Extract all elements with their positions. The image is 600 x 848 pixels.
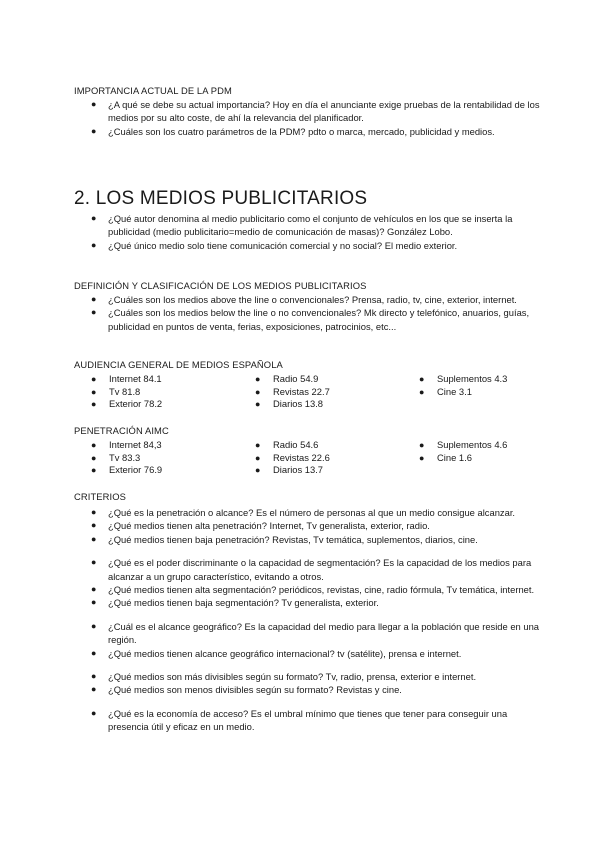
list-item: ● ¿Qué medios tienen baja segmentación? Tv generalista, exterior. — [91, 597, 379, 609]
list-item: ● ¿Cuál es el alcance geográfico? Es la capacidad del medio para llegar a la población que reside en una región. — [91, 620, 540, 646]
bullet-icon: ● — [91, 584, 97, 595]
bullet-icon: ● — [91, 307, 97, 318]
section-heading-audiencia: AUDIENCIA GENERAL DE MEDIOS ESPAÑOLA — [74, 359, 283, 370]
bullet-icon: ● — [255, 465, 261, 476]
bullet-icon: ● — [255, 452, 261, 463]
bullet-icon: ● — [419, 452, 425, 463]
list-item: ● ¿Qué autor denomina al medio publicitario como el conjunto de vehículos en los que se inserta la publicidad (medio publicitario=medio de comunicación de masas)? González Lobo. — [91, 213, 513, 238]
list-item: ● Suplementos 4.6 — [419, 439, 508, 450]
list-item: ● Exterior 78.2 — [91, 398, 163, 410]
section-heading-importancia: IMPORTANCIA ACTUAL DE LA PDM — [74, 85, 232, 96]
bullet-icon: ● — [91, 213, 97, 223]
list-item: ● ¿Qué medios tienen alta penetración? Internet, Tv generalista, exterior, radio. — [91, 520, 430, 532]
list-item: ● ¿A qué se debe su actual importancia? Hoy en día el anunciante exige pruebas de la rentabilidad de los medios por su alto coste, de ahí la relevancia del planificador. — [91, 99, 540, 124]
audiencia-col-1 — [91, 373, 162, 411]
bullet-icon: ● — [255, 440, 261, 450]
list-item: ● ¿Qué medios son menos divisibles según su formato? Revistas y cine. — [91, 684, 402, 696]
penetracion-col-3 — [419, 439, 507, 464]
bullet-icon: ● — [91, 557, 97, 568]
list-medios — [0, 212, 600, 252]
list-item: ● Cine 1.6 — [419, 451, 472, 463]
audiencia-col-3 — [419, 373, 507, 398]
bullet-icon: ● — [91, 399, 97, 410]
bullet-icon: ● — [91, 520, 97, 531]
list-criterios — [0, 506, 600, 734]
bullet-icon: ● — [91, 440, 97, 450]
list-item: ● Exterior 76.9 — [91, 464, 163, 476]
list-item: ● ¿Qué es la economía de acceso? Es el umbral mínimo que tienes que tener para conseguir una presencia útil y eficaz en un medio. — [91, 707, 508, 733]
bullet-icon: ● — [91, 386, 97, 397]
list-item: ● Tv 81.8 — [91, 385, 141, 397]
list-item: ● Suplementos 4.3 — [419, 373, 508, 384]
bullet-icon: ● — [419, 440, 425, 450]
list-item: ● Tv 83.3 — [91, 451, 141, 463]
list-item: ● ¿Qué medios tienen baja penetración? Revistas, Tv temática, suplementos, diarios, cine. — [91, 533, 478, 545]
list-item: ● ¿Cuáles son los medios below the line o no convencionales? Mk directo y telefónico, anuarios, guías, publicidad en puntos de venta, ferias, exposiciones, patrocinios, etc... — [91, 307, 530, 332]
list-item: ● ¿Qué es la penetración o alcance? Es el número de personas al que un medio consigue alcanzar. — [91, 507, 516, 518]
bullet-icon: ● — [255, 399, 261, 410]
list-item: ● ¿Qué es el poder discriminante o la capacidad de segmentación? Es la capacidad de los medios para alcanzar a un grupo característico, evitando a otros. — [91, 557, 532, 582]
bullet-icon: ● — [91, 452, 97, 463]
bullet-icon: ● — [91, 597, 97, 608]
bullet-icon: ● — [91, 294, 97, 304]
bullet-icon: ● — [91, 684, 97, 695]
list-item: ● Diarios 13.8 — [255, 398, 324, 410]
bullet-icon: ● — [91, 507, 97, 517]
bullet-icon: ● — [91, 647, 97, 658]
bullet-icon: ● — [91, 374, 97, 384]
audiencia-col-2 — [255, 373, 330, 411]
list-definicion — [0, 293, 600, 333]
bullet-icon: ● — [91, 239, 97, 250]
list-item: ● ¿Qué medios tienen alcance geográfico internacional? tv (satélite), prensa e internet. — [91, 647, 462, 659]
bullet-icon: ● — [91, 671, 97, 682]
list-item: ● ¿Qué único medio solo tiene comunicación comercial y no social? El medio exterior. — [91, 239, 458, 251]
list-item: ● ¿Qué medios tienen alta segmentación? periódicos, revistas, cine, radio fórmula, Tv temática, internet. — [91, 584, 535, 596]
list-item: ● Radio 54.9 — [255, 373, 319, 384]
list-item: ● Diarios 13.7 — [255, 464, 324, 476]
list-item: ● Revistas 22.7 — [255, 385, 330, 397]
bullet-icon: ● — [91, 465, 97, 476]
bullet-icon: ● — [91, 707, 97, 718]
bullet-icon: ● — [419, 374, 425, 384]
bullet-icon: ● — [255, 386, 261, 397]
list-importancia — [0, 98, 600, 138]
list-item: ● Internet 84.1 — [91, 373, 162, 384]
bullet-icon: ● — [419, 386, 425, 397]
section-heading-criterios: CRITERIOS — [74, 491, 126, 502]
list-item: ● ¿Cuáles son los medios above the line o convencionales? Prensa, radio, tv, cine, exterior, internet. — [91, 294, 517, 305]
list-item: ● ¿Cuáles son los cuatro parámetros de la PDM? pdto o marca, mercado, publicidad y medios. — [91, 125, 495, 137]
bullet-icon: ● — [91, 620, 97, 631]
penetracion-col-1 — [91, 439, 162, 477]
list-item: ● Internet 84,3 — [91, 439, 162, 450]
bullet-icon: ● — [255, 374, 261, 384]
section-heading-penetracion: PENETRACIÓN AIMC — [74, 425, 169, 436]
section-title-medios: 2. LOS MEDIOS PUBLICITARIOS — [74, 188, 368, 209]
list-item: ● Revistas 22.6 — [255, 451, 330, 463]
penetracion-col-2 — [255, 439, 330, 477]
list-item: ● Radio 54.6 — [255, 439, 319, 450]
bullet-icon: ● — [91, 533, 97, 544]
bullet-icon: ● — [91, 125, 97, 136]
list-item: ● Cine 3.1 — [419, 385, 472, 397]
section-heading-definicion: DEFINICIÓN Y CLASIFICACIÓN DE LOS MEDIOS PUBLICITARIOS — [74, 280, 367, 291]
bullet-icon: ● — [91, 99, 97, 109]
list-item: ● ¿Qué medios son más divisibles según su formato? Tv, radio, prensa, exterior e internet. — [91, 671, 477, 683]
